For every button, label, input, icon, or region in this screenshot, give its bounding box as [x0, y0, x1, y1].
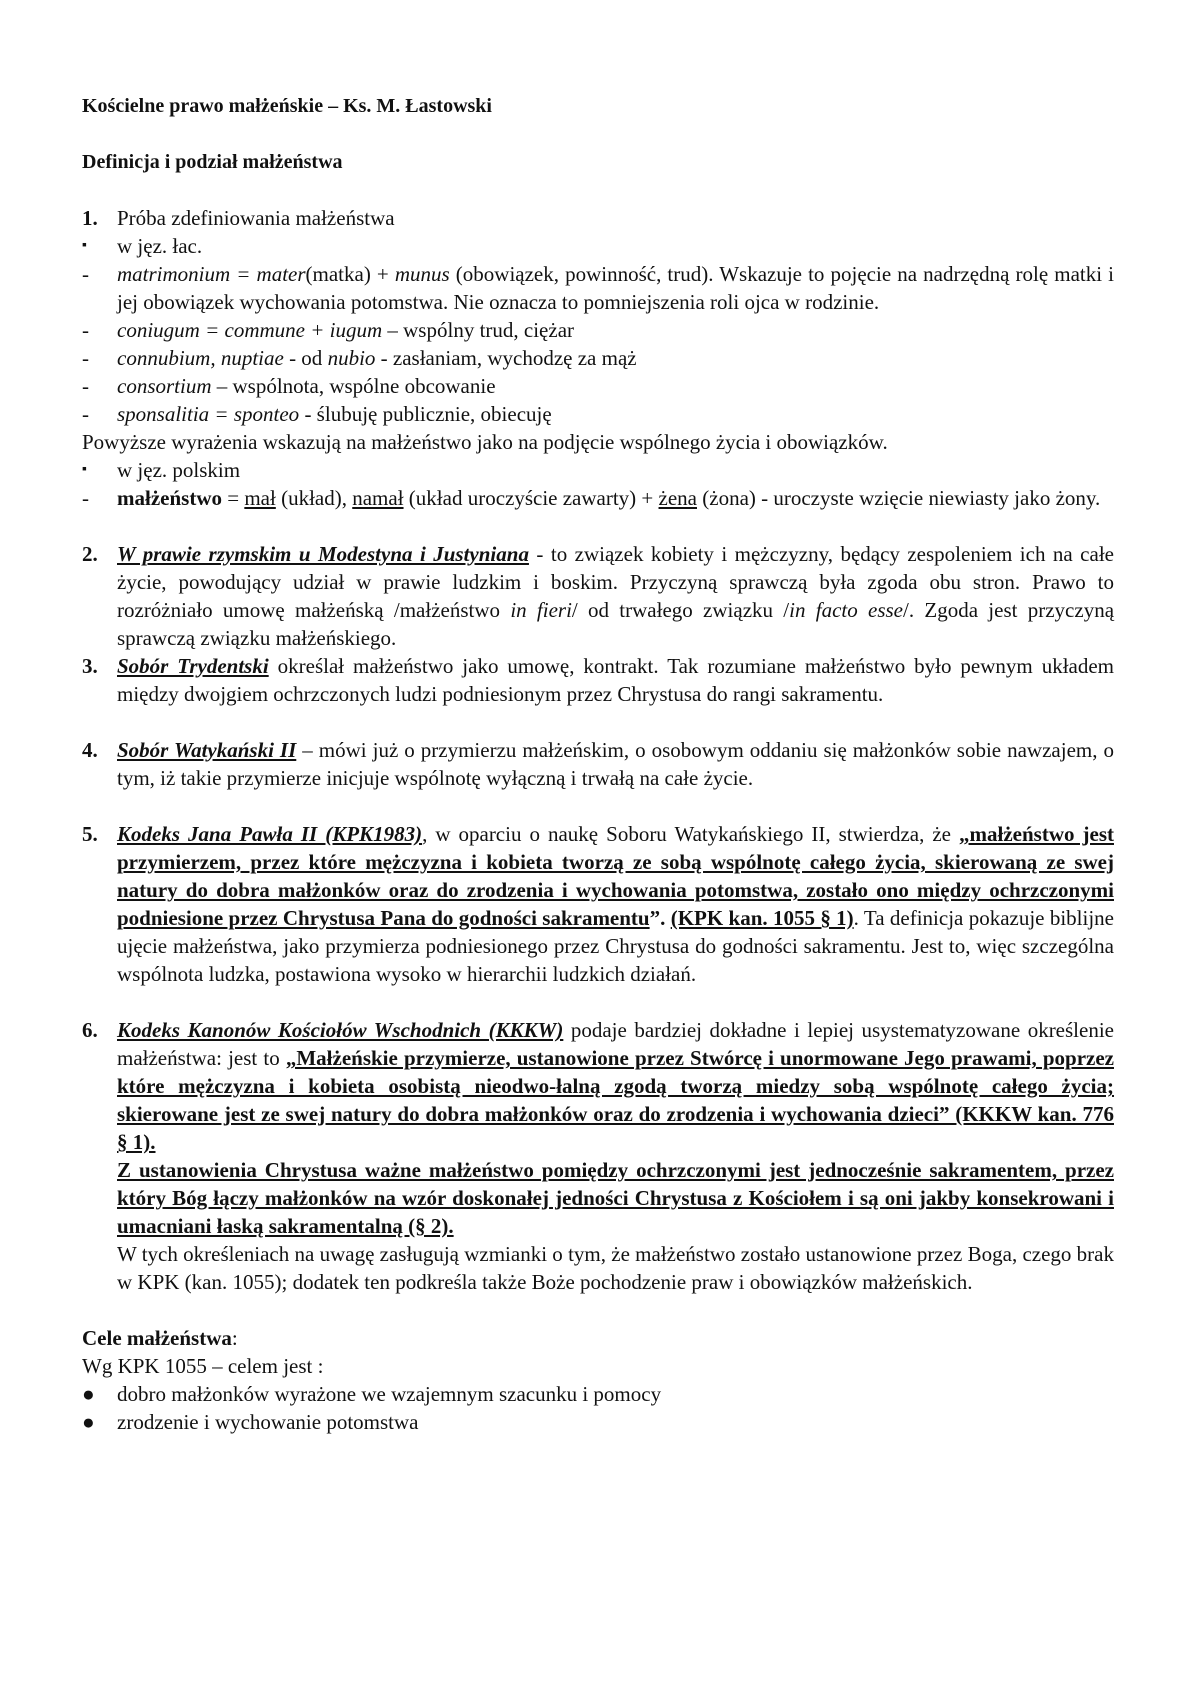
list-number: 1. [82, 206, 98, 230]
source-title: W prawie rzymskim u Modestyna i Justyniana [117, 542, 529, 566]
dash-item-matrimonium [82, 260, 1114, 316]
list-number: 3. [82, 654, 98, 678]
term-text: - ślubuję publicznie, obiecuję [299, 402, 552, 426]
source-title: Kodeks Jana Pawła II (KPK1983) [117, 822, 423, 846]
polish-term: małżeństwo [117, 486, 222, 510]
etymology-term: żena [658, 486, 697, 510]
term-text: – wspólny trud, ciężar [382, 318, 575, 342]
item-text: określał małżeństwo jako umowę, kontrakt. Tak rozumiane małżeństwo było pewnym układem między dwojgiem ochrzczonych ludzi podniesionym przez Chrystusa do rangi sakramentu. [117, 654, 1115, 706]
goal-text: dobro małżonków wyrażone we wzajemnym szacunku i pomocy [117, 1382, 662, 1406]
canon-quote: „Małżeńskie przymierze, ustanowione przez Stwórcę i unormowane Jego prawami, poprzez które mężczyzna i kobieta osobistą nieodwo-łalną zgodą tworzą miedzy sobą wspólnotę całego życia; skierowane jest ze swej natury do dobra małżonków oraz do zrodzenia i wychowania dzieci” (KKKW kan. 776 § 1). [117, 1046, 1114, 1154]
list-item-text: Próba zdefiniowania małżeństwa [117, 206, 395, 230]
term-text: = [221, 486, 245, 510]
quote-close: ”. [649, 906, 671, 930]
dash-marker: - [82, 346, 89, 370]
goals-heading-text: Cele małżeństwa [82, 1326, 232, 1350]
item-text: – mówi już o przymierzu małżeńskim, o osobowym oddaniu się małżonków sobie nawzajem, o tym, iż takie przymierze inicjuje wspólnotę wyłączną i trwałą na całe życie. [117, 738, 1114, 790]
etymology-term: namał [352, 486, 404, 510]
item-text: / od trwałego związku / [571, 598, 790, 622]
item-6-paragraph-2 [82, 1156, 1114, 1240]
term-text: (matka) + [305, 262, 395, 286]
canon-quote: Z ustanowienia Chrystusa ważne małżeństwo pomiędzy ochrzczonymi jest jednocześnie sakramentem, przez który Bóg łączy małżonków na wzór doskonałej jedności Chrystusa z Kościołem i są oni jakby konsekrowani i umacniani łaską sakramentalną (§ 2). [117, 1158, 1114, 1238]
item-text: W tych określeniach na uwagę zasługują wzmianki o tym, że małżeństwo zostało ustanowione przez Boga, czego brak w KPK (kan. 1055); dodatek ten podkreśla także Boże pochodzenie praw i obowiązków małżeńskich. [117, 1242, 1114, 1294]
goal-item [82, 1408, 1114, 1436]
latin-term: in fieri [510, 598, 572, 622]
latin-term: nubio [327, 346, 376, 370]
dash-marker: - [82, 262, 89, 286]
goal-item [82, 1380, 1114, 1408]
source-title: Sobór Watykański II [117, 738, 297, 762]
square-bullet-icon: ▪ [82, 238, 87, 253]
item-text: /. Zgoda jest przyczyną sprawczą związku małżeńskiego. [117, 598, 1115, 650]
section-heading-definition: Definicja i podział małżeństwa [82, 151, 343, 173]
list-item-3 [82, 652, 1114, 708]
document-page [82, 92, 1114, 1436]
dash-marker: - [82, 486, 89, 510]
term-text: - zasłaniam, wychodzę za mąż [375, 346, 637, 370]
list-item-4 [82, 736, 1114, 792]
dash-item-malzenstwo [82, 484, 1114, 512]
round-bullet-icon: ● [82, 1382, 95, 1406]
list-item-6 [82, 1016, 1114, 1156]
term-text: (układ uroczyście zawarty) + [403, 486, 659, 510]
dash-marker: - [82, 402, 89, 426]
term-text: (żona) - uroczyste wzięcie niewiasty jako żony. [697, 486, 1101, 510]
latin-term: connubium, nuptiae [117, 346, 284, 370]
list-number: 5. [82, 822, 98, 846]
latin-term: sponsalitia = sponteo [117, 402, 300, 426]
latin-term: munus [394, 262, 450, 286]
item-text: . Ta definicja pokazuje biblijne ujęcie małżeństwa, jako przymierza podniesionego przez Chrystusa do godności sakramentu. Jest to, więc szczególna wspólnota ludzka, postawiona wysoko w hierarchii ludzkich działań. [117, 906, 1115, 986]
list-number: 4. [82, 738, 98, 762]
goal-text: zrodzenie i wychowanie potomstwa [117, 1410, 419, 1434]
document-title: Kościelne prawo małżeńskie – Ks. M. Łastowski [82, 95, 492, 117]
list-item-5 [82, 820, 1114, 988]
term-text: (obowiązek, powinność, trud). Wskazuje to pojęcie na nadrzędną rolę matki i jej obowiązek wychowania potomstwa. Nie oznacza to pomniejszenia roli ojca w rodzinie. [117, 262, 1115, 314]
dash-item-sponsalitia [82, 400, 1114, 428]
canon-reference: (KPK kan. 1055 § 1) [670, 906, 854, 930]
latin-term: matrimonium = mater [117, 262, 306, 286]
list-number: 2. [82, 542, 98, 566]
dash-item-coniugum [82, 316, 1114, 344]
goals-heading [82, 1324, 1114, 1352]
canon-quote: „małżeństwo jest przymierzem, przez które mężczyzna i kobieta tworzą ze sobą wspólnotę całego życia, skierowaną ze swej natury do dobra małżonków oraz do zrodzenia i wychowania potomstwa, zostało ono między ochrzczonymi podniesione przez Chrystusa Pana do godności sakramentu [117, 822, 1114, 930]
item-text: podaje bardziej dokładne i lepiej usystematyzowane określenie małżeństwa: jest to [117, 1018, 1114, 1070]
latin-term: coniugum = commune + iugum [117, 318, 383, 342]
list-number: 6. [82, 1018, 98, 1042]
bullet-text: w jęz. łac. [117, 234, 203, 258]
latin-term: in facto esse [789, 598, 904, 622]
square-bullet-icon: ▪ [82, 462, 87, 477]
source-title: Sobór Trydentski [117, 654, 269, 678]
source-title: Kodeks Kanonów Kościołów Wschodnich (KKKW) [117, 1018, 564, 1042]
item-text: - to związek kobiety i mężczyzny, będący zespoleniem ich na całe życie, powodujący udział w prawie ludzkim i boskim. Przyczyną sprawczą była zgoda obu stron. Prawo to rozróżniało umowę małżeńską /małżeństwo [117, 542, 1114, 622]
bullet-polish [82, 456, 1114, 484]
bullet-text: w jęz. polskim [117, 458, 241, 482]
etymology-term: mał [244, 486, 276, 510]
goals-heading-colon: : [231, 1326, 238, 1350]
dash-marker: - [82, 374, 89, 398]
summary-paragraph: Powyższe wyrażenia wskazują na małżeństwo jako na podjęcie wspólnego życia i obowiązków. [82, 430, 888, 454]
dash-item-consortium [82, 372, 1114, 400]
goals-intro: Wg KPK 1055 – celem jest : [82, 1354, 324, 1378]
list-item-2 [82, 540, 1114, 652]
term-text: - od [283, 346, 328, 370]
bullet-latin [82, 232, 1114, 260]
latin-term: consortium [117, 374, 212, 398]
item-text: , w oparciu o naukę Soboru Watykańskiego II, stwierdza, że [422, 822, 960, 846]
item-6-paragraph-3 [82, 1240, 1114, 1296]
list-item-1 [82, 204, 1114, 232]
round-bullet-icon: ● [82, 1410, 95, 1434]
term-text: – wspólnota, wspólne obcowanie [211, 374, 496, 398]
dash-marker: - [82, 318, 89, 342]
dash-item-connubium [82, 344, 1114, 372]
term-text: (układ), [275, 486, 353, 510]
